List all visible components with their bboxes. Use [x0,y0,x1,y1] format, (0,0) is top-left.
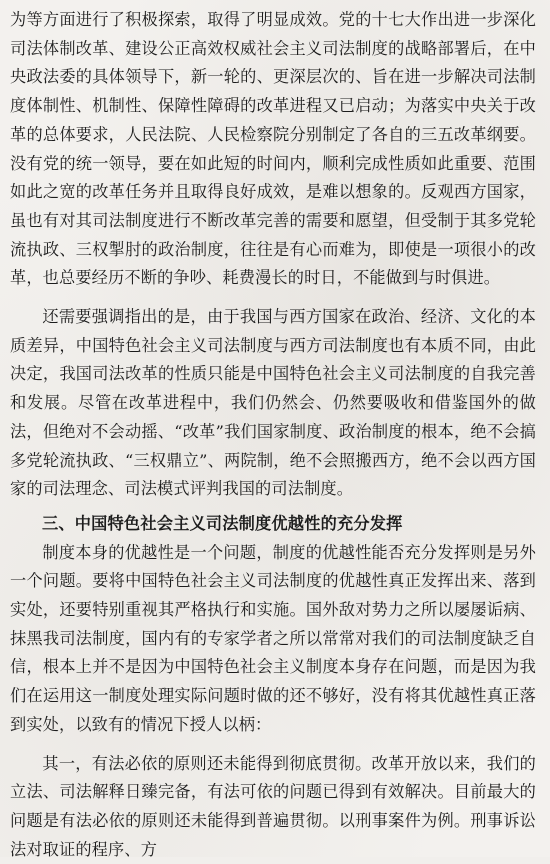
paragraph-judicial-reform-progress: 为等方面进行了积极探索，取得了明显成效。党的十七大作出进一步深化司法体制改革、建设公正高效权威社会主义司法制度的战略部署后，在中央政法委的具体领导下，新一轮的、更深层次的、旨在进一步解决司法制度体制性、机制性、保障性障碍的改革进程又已启动；为落实中央关于改革的总体要求，人民法院、人民检察院分别制定了各自的三五改革纲要。没有党的统一领导，要在如此短的时间内，顺利完成性质如此重要、范围如此之宽的改革任务并且取得良好成效，是难以想象的。反观西方国家，虽也有对其司法制度进行不断改革完善的需要和愿望，但受制于其多党轮流执政、三权掣肘的政治制度，往往是有心而难为，即使是一项很小的改革，也总要经历不断的争吵、耗费漫长的时日，不能做到与时俱进。 [10,10,536,288]
section-heading: 三、中国特色社会主义司法制度优越性的充分发挥 [42,513,403,533]
paragraph-institutional-advantage: 制度本身的优越性是一个问题，制度的优越性能否充分发挥则是另外一个问题。要将中国特色社会主义司法制度的优越性真正发挥出来、落到实处，还要特别重视其严格执行和实施。国外敌对势力之所以屡屡诟病、抹黑我司法制度，国内有的专家学者之所以常常对我们的司法制度缺乏自信，根本上并不是因为中国特色社会主义制度本身存在问题，而是因为我们在运用这一制度处理实际问题时做的还不够好，没有将其优越性真正落到实处，以致有的情况下授人以柄： [10,542,536,734]
paragraph-reform-nature: 还需要强调指出的是，由于我国与西方国家在政治、经济、文化的本质差异，中国特色社会主义司法制度与西方司法制度也有本质不同，由此决定，我国司法改革的性质只能是中国特色社会主义司法制度的自我完善和发展。尽管在改革进程中，我们仍然会、仍然要吸收和借鉴国外的做法，但绝对不会动摇、“改革”我们国家制度、政治制度的根本，绝不会搞多党轮流执政、“三权鼎立”、两院制，绝不会照搬西方，绝不会以西方国家的司法理念、司法模式评判我国的司法制度。 [10,307,536,499]
paragraph-rule-of-law-enforcement: 其一，有法必依的原则还未能得到彻底贯彻。改革开放以来，我们的立法、司法解释日臻完备，有法可依的问题已得到有效解决。目前最大的问题是有法必依的原则还未能得到普遍贯彻。以刑事案件为例。刑事诉讼法对取证的程序、方 [10,753,536,859]
